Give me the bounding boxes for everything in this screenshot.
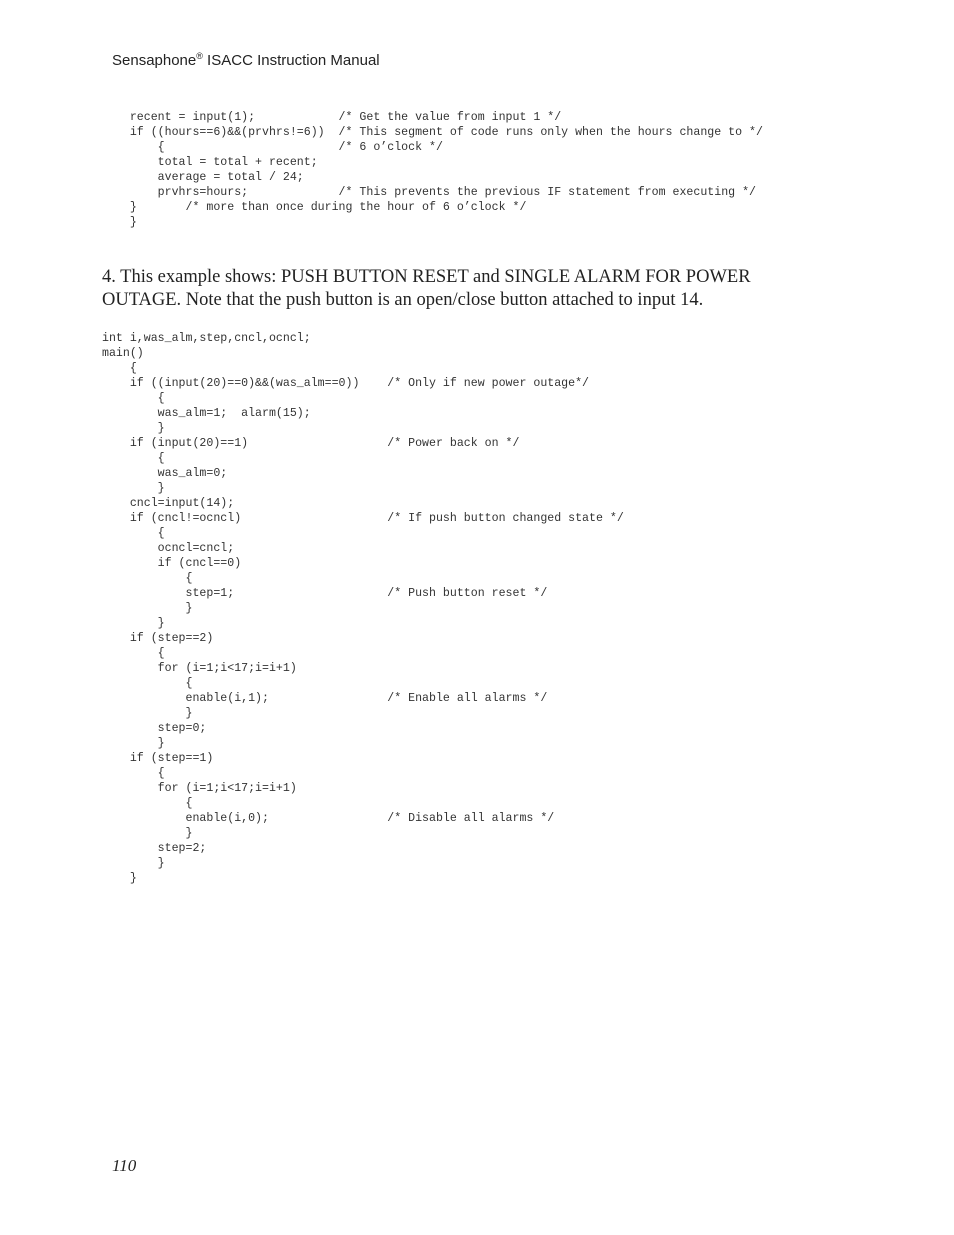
code-block-hours-average: recent = input(1); /* Get the value from input 1 */ if ((hours==6)&&(prvhrs!=6)) /* This segment of code runs only when the hours change to */ { /* 6 o’clock */ total = total + recent; average = total / 24; prvhrs=hours; /* This prevents the previous IF statement from executing */ } /* more than once during the hour of 6 o’clock */ }: [129, 111, 763, 229]
header-brand: Sensaphone: [112, 52, 197, 69]
example-4-heading: 4. This example shows: PUSH BUTTON RESET and SINGLE ALARM FOR POWER OUTAGE. Note that the push button is an open/close button attached to input 14.: [102, 267, 751, 310]
code-block-push-button-reset: int i,was_alm,step,cncl,ocncl; main() { if ((input(20)==0)&&(was_alm==0)) /* Only if new power outage*/ { was_alm=1; alarm(15); } if (input(20)==1) /* Power back on */ { was_alm=0; } cncl=input(14); if (cncl!=ocncl) /* If push button changed state */ { ocncl=cncl; if (cncl==0) { step=1; /* Push button reset */ } } if (step==2) { for (i=1;i<17;i=i+1) { enable(i,1); /* Enable all alarms */ } step=0; } if (step==1) { for (i=1;i<17;i=i+1) { enable(i,0); /* Disable all alarms */ } step=2; } }: [102, 332, 624, 885]
header-title: ISACC Instruction Manual: [202, 52, 380, 69]
page-header: [112, 52, 380, 69]
page-number: 110: [112, 1156, 137, 1175]
registered-mark: ®: [196, 51, 203, 61]
